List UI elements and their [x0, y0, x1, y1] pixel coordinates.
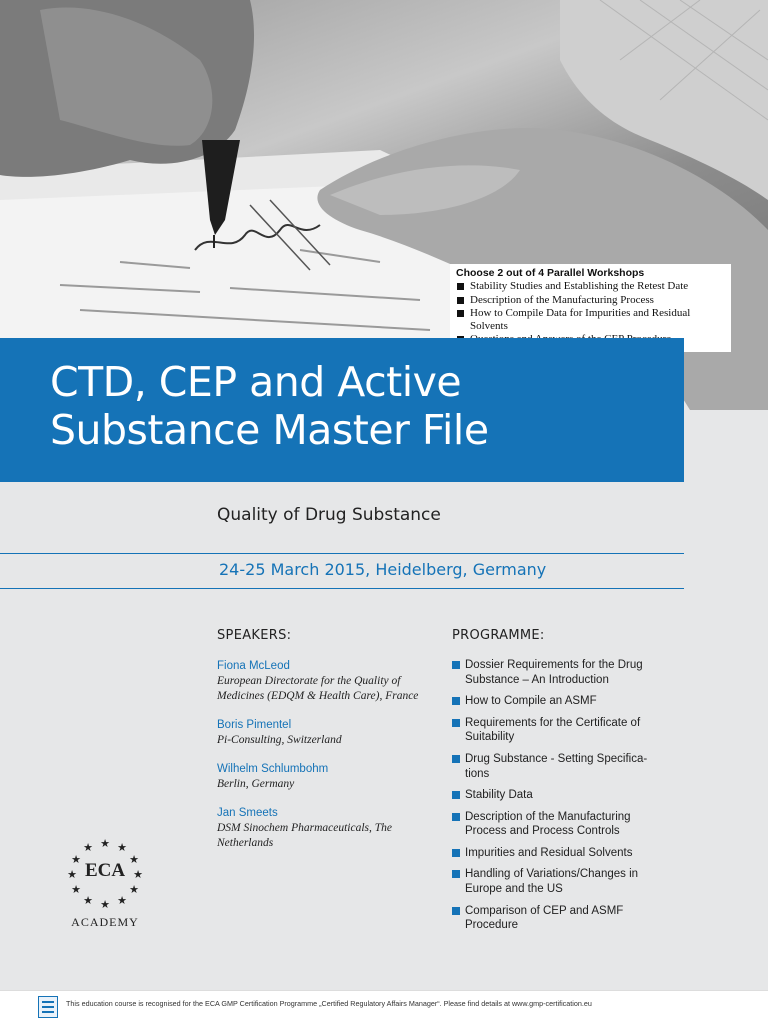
- list-item: How to Compile an ASMF: [452, 694, 667, 709]
- svg-text:★: ★: [129, 883, 139, 896]
- date-location: 24-25 March 2015, Heidelberg, Germany: [219, 560, 547, 579]
- speaker-affiliation: Berlin, Germany: [217, 778, 295, 790]
- speaker-name: Wilhelm Schlumbohm: [217, 763, 329, 775]
- divider: [0, 588, 684, 589]
- list-item: [217, 762, 437, 792]
- svg-text:★: ★: [83, 841, 93, 854]
- svg-text:★: ★: [129, 853, 139, 866]
- bullet-square-icon: [452, 719, 460, 727]
- list-item: Impurities and Residual Solvents: [452, 846, 667, 861]
- list-item: [217, 718, 437, 748]
- bullet-square-icon: [452, 697, 460, 705]
- list-item: Stability Studies and Establishing the Retest Date: [456, 280, 725, 293]
- svg-text:★: ★: [83, 894, 93, 907]
- list-item: Handling of Variations/Changes in Europe and the US: [452, 867, 667, 896]
- list-item: [217, 806, 437, 851]
- speakers-heading: SPEAKERS:: [217, 628, 292, 643]
- list-item: Stability Data: [452, 788, 667, 803]
- bullet-square-icon: [452, 907, 460, 915]
- speaker-name: Fiona McLeod: [217, 660, 290, 672]
- speakers-list: [217, 659, 437, 865]
- svg-text:★: ★: [117, 894, 127, 907]
- svg-text:★: ★: [100, 837, 110, 850]
- eca-academy-logo: [60, 835, 150, 935]
- speaker-affiliation: DSM Sinochem Pharmaceuticals, The Netherlands: [217, 822, 393, 849]
- bullet-square-icon: [452, 661, 460, 669]
- svg-text:★: ★: [67, 868, 77, 881]
- bullet-square-icon: [457, 310, 464, 317]
- bullet-square-icon: [457, 283, 464, 290]
- svg-text:★: ★: [133, 868, 143, 881]
- list-item: Dossier Requirements for the Drug Substance – An Introduction: [452, 658, 667, 687]
- bullet-square-icon: [452, 755, 460, 763]
- list-item: Comparison of CEP and ASMF Procedure: [452, 904, 667, 933]
- svg-text:★: ★: [71, 853, 81, 866]
- bullet-square-icon: [452, 813, 460, 821]
- speaker-name: Jan Smeets: [217, 807, 278, 819]
- page-title: CTD, CEP and Active Substance Master File: [50, 358, 489, 454]
- list-item: [217, 659, 437, 704]
- bullet-square-icon: [457, 297, 464, 304]
- workshops-list: [456, 280, 725, 346]
- title-band: [0, 338, 684, 482]
- list-item: Drug Substance - Setting Specifica-tions: [452, 752, 667, 781]
- svg-text:★: ★: [71, 883, 81, 896]
- certificate-icon: [38, 996, 58, 1018]
- divider: [0, 553, 684, 554]
- footer-note: This education course is recognised for the ECA GMP Certification Programme „Certified Regulatory Affairs Manager“. Please find details at www.gmp-certification.eu: [66, 999, 592, 1008]
- speaker-name: Boris Pimentel: [217, 719, 292, 731]
- bullet-square-icon: [452, 791, 460, 799]
- logo-text: ECA: [84, 860, 126, 881]
- list-item: Description of the Manufacturing Process: [456, 294, 725, 307]
- logo-subtext: ACADEMY: [71, 915, 139, 929]
- speaker-affiliation: Pi-Consulting, Switzerland: [217, 734, 342, 746]
- svg-text:★: ★: [100, 898, 110, 911]
- subtitle: Quality of Drug Substance: [217, 505, 441, 525]
- speaker-affiliation: European Directorate for the Quality of Medicines (EDQM & Health Care), France: [217, 675, 419, 702]
- programme-heading: PROGRAMME:: [452, 628, 545, 643]
- list-item: Requirements for the Certificate of Suitability: [452, 716, 667, 745]
- footer: [0, 990, 768, 1025]
- list-item: How to Compile Data for Impurities and Residual Solvents: [456, 307, 725, 334]
- workshops-title: Choose 2 out of 4 Parallel Workshops: [456, 267, 645, 279]
- bullet-square-icon: [452, 849, 460, 857]
- bullet-square-icon: [452, 870, 460, 878]
- programme-list: [452, 658, 667, 940]
- list-item: Description of the Manufacturing Process and Process Controls: [452, 810, 667, 839]
- svg-text:★: ★: [117, 841, 127, 854]
